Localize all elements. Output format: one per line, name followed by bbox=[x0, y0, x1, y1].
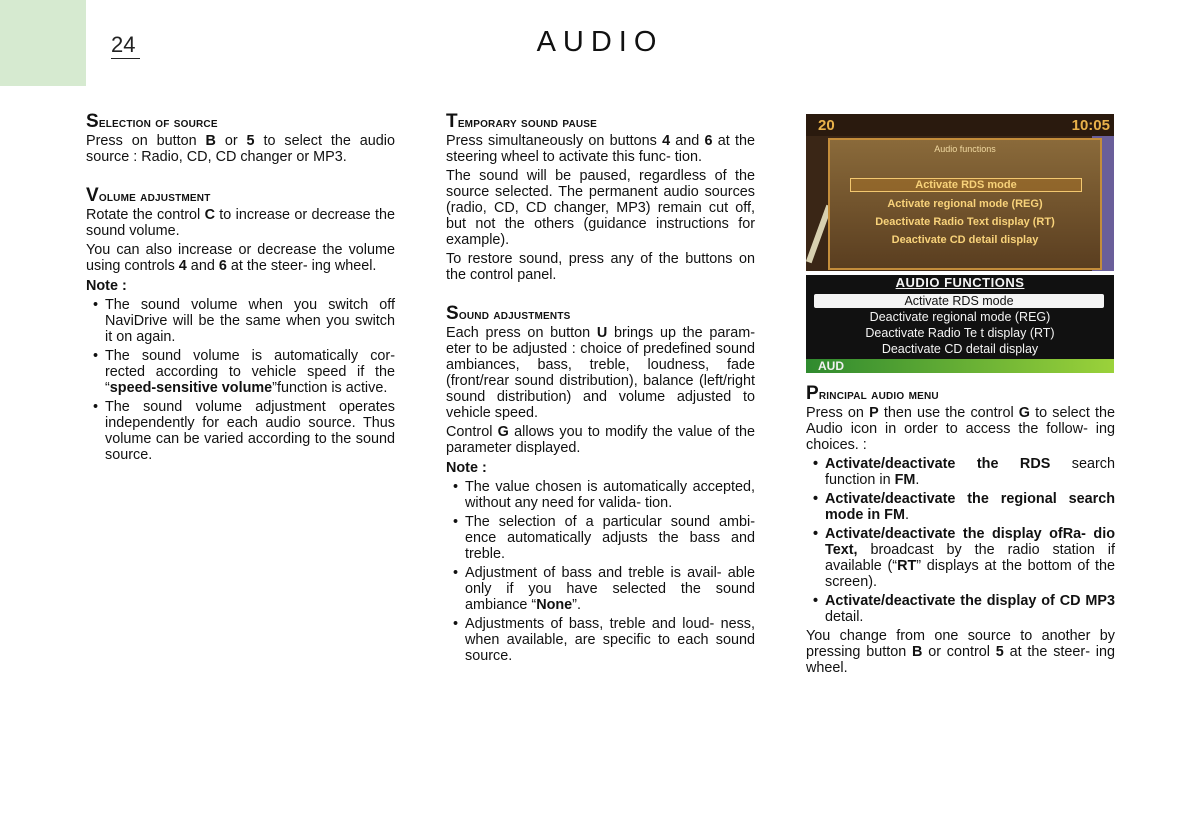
section-heading-selection: Selection of source bbox=[86, 111, 218, 132]
screen-audio-panel bbox=[828, 138, 1102, 270]
display-status-bar bbox=[806, 359, 1114, 373]
list-item: • The value chosen is automatically accepted, without any need for valida- tion. bbox=[465, 479, 755, 511]
selection-text: Press on button B or 5 to select the audio source : Radio, CD, CD changer or MP3. bbox=[86, 133, 395, 165]
section-heading-volume: Volume adjustment bbox=[86, 185, 211, 206]
right-column bbox=[806, 384, 1115, 679]
adjust-text-2: Control G allows you to modify the value of the parameter displayed. bbox=[446, 424, 756, 456]
display-line: Activate RDS mode bbox=[814, 294, 1104, 308]
screen-temperature: 20 bbox=[818, 117, 835, 134]
list-item: • Activate/deactivate the RDS search function in FM. bbox=[825, 456, 1115, 488]
display-tag: AUD bbox=[818, 359, 844, 373]
list-item: • The sound volume when you switch off NaviDrive will be the same when you switch it on again. bbox=[105, 297, 395, 345]
volume-text-1: Rotate the control C to increase or decrease the sound volume. bbox=[86, 207, 396, 239]
pause-text-3: To restore sound, press any of the buttons on the control panel. bbox=[446, 251, 755, 283]
volume-notes bbox=[86, 297, 395, 463]
adjust-notes bbox=[446, 479, 755, 664]
middle-column bbox=[446, 112, 755, 667]
display-line: Deactivate Radio Te t display (RT) bbox=[865, 326, 1055, 340]
page-number: 24 bbox=[111, 32, 136, 57]
screen-clock: 10:05 bbox=[1071, 117, 1110, 134]
note-label: Note : bbox=[446, 460, 487, 476]
screen-status-bar bbox=[806, 114, 1114, 136]
left-column bbox=[86, 112, 395, 466]
list-item: • Activate/deactivate the regional search mode in FM. bbox=[825, 491, 1115, 523]
list-item: • Adjustments of bass, treble and loud- ness, when available, are specific to each sound source. bbox=[465, 616, 755, 664]
list-item: • The sound volume adjustment operates independently for each audio source. Thus volume can be varied according to the sound source. bbox=[105, 399, 395, 463]
menu-text-1: Press on P then use the control G to select the Audio icon in order to access the follow- ing choices. : bbox=[806, 405, 1115, 453]
pause-text-2: The sound will be paused, regardless of the source selected. The permanent audio sources (radio, CD, CD changer, MP3) remain cut off, but not the others (guidance instructions for example). bbox=[446, 168, 755, 248]
display-line: Deactivate regional mode (REG) bbox=[869, 310, 1051, 324]
list-item: • The sound volume is automatically cor- rected according to vehicle speed if the “speed-sensitive volume”function is active. bbox=[105, 348, 395, 396]
screen-option: Deactivate Radio Text display (RT) bbox=[875, 216, 1055, 228]
screen-panel-title: Audio functions bbox=[934, 144, 996, 154]
section-heading-pause: Temporary sound pause bbox=[446, 111, 598, 132]
screen-option: Deactivate CD detail display bbox=[891, 234, 1039, 246]
menu-text-2: You change from one source to another by pressing button B or control 5 at the steer- ing wheel. bbox=[806, 628, 1115, 676]
display-title: AUDIO FUNCTIONS bbox=[895, 275, 1025, 290]
audio-functions-display bbox=[806, 275, 1114, 373]
screen-option: Activate RDS mode bbox=[850, 178, 1082, 192]
list-item: • Activate/deactivate the display ofRa- dio Text, broadcast by the radio station if available (“RT” displays at the bottom of the screen). bbox=[825, 526, 1115, 590]
menu-choices bbox=[806, 456, 1115, 625]
navidrive-screen-photo bbox=[806, 114, 1114, 271]
adjust-text-1: Each press on button U brings up the param- eter to be adjusted : choice of predefined sound ambiances, bass, treble, loudness, fade (front/rear sound distribution), balance (left/right sound distribution) and volume adjusted to vehicle speed. bbox=[446, 325, 755, 421]
screen-option: Activate regional mode (REG) bbox=[887, 198, 1043, 210]
display-line: Deactivate CD detail display bbox=[881, 342, 1039, 356]
pause-text-1: Press simultaneously on buttons 4 and 6 at the steering wheel to activate this func- tion. bbox=[446, 133, 755, 165]
section-heading-sound-adjustments: Sound adjustments bbox=[446, 303, 571, 324]
volume-text-2: You can also increase or decrease the volume using controls 4 and 6 at the steer- ing wheel. bbox=[86, 242, 395, 274]
list-item: • The selection of a particular sound ambi- ence automatically adjusts the bass and treble. bbox=[465, 514, 755, 562]
list-item: • Activate/deactivate the display of CD MP3 detail. bbox=[825, 593, 1115, 625]
list-item: • Adjustment of bass and treble is avail- able only if you have selected the sound ambiance “None”. bbox=[465, 565, 755, 613]
note-label: Note : bbox=[86, 278, 127, 294]
page-title: AUDIO bbox=[536, 26, 664, 58]
section-heading-principal-menu: Principal audio menu bbox=[806, 383, 939, 404]
